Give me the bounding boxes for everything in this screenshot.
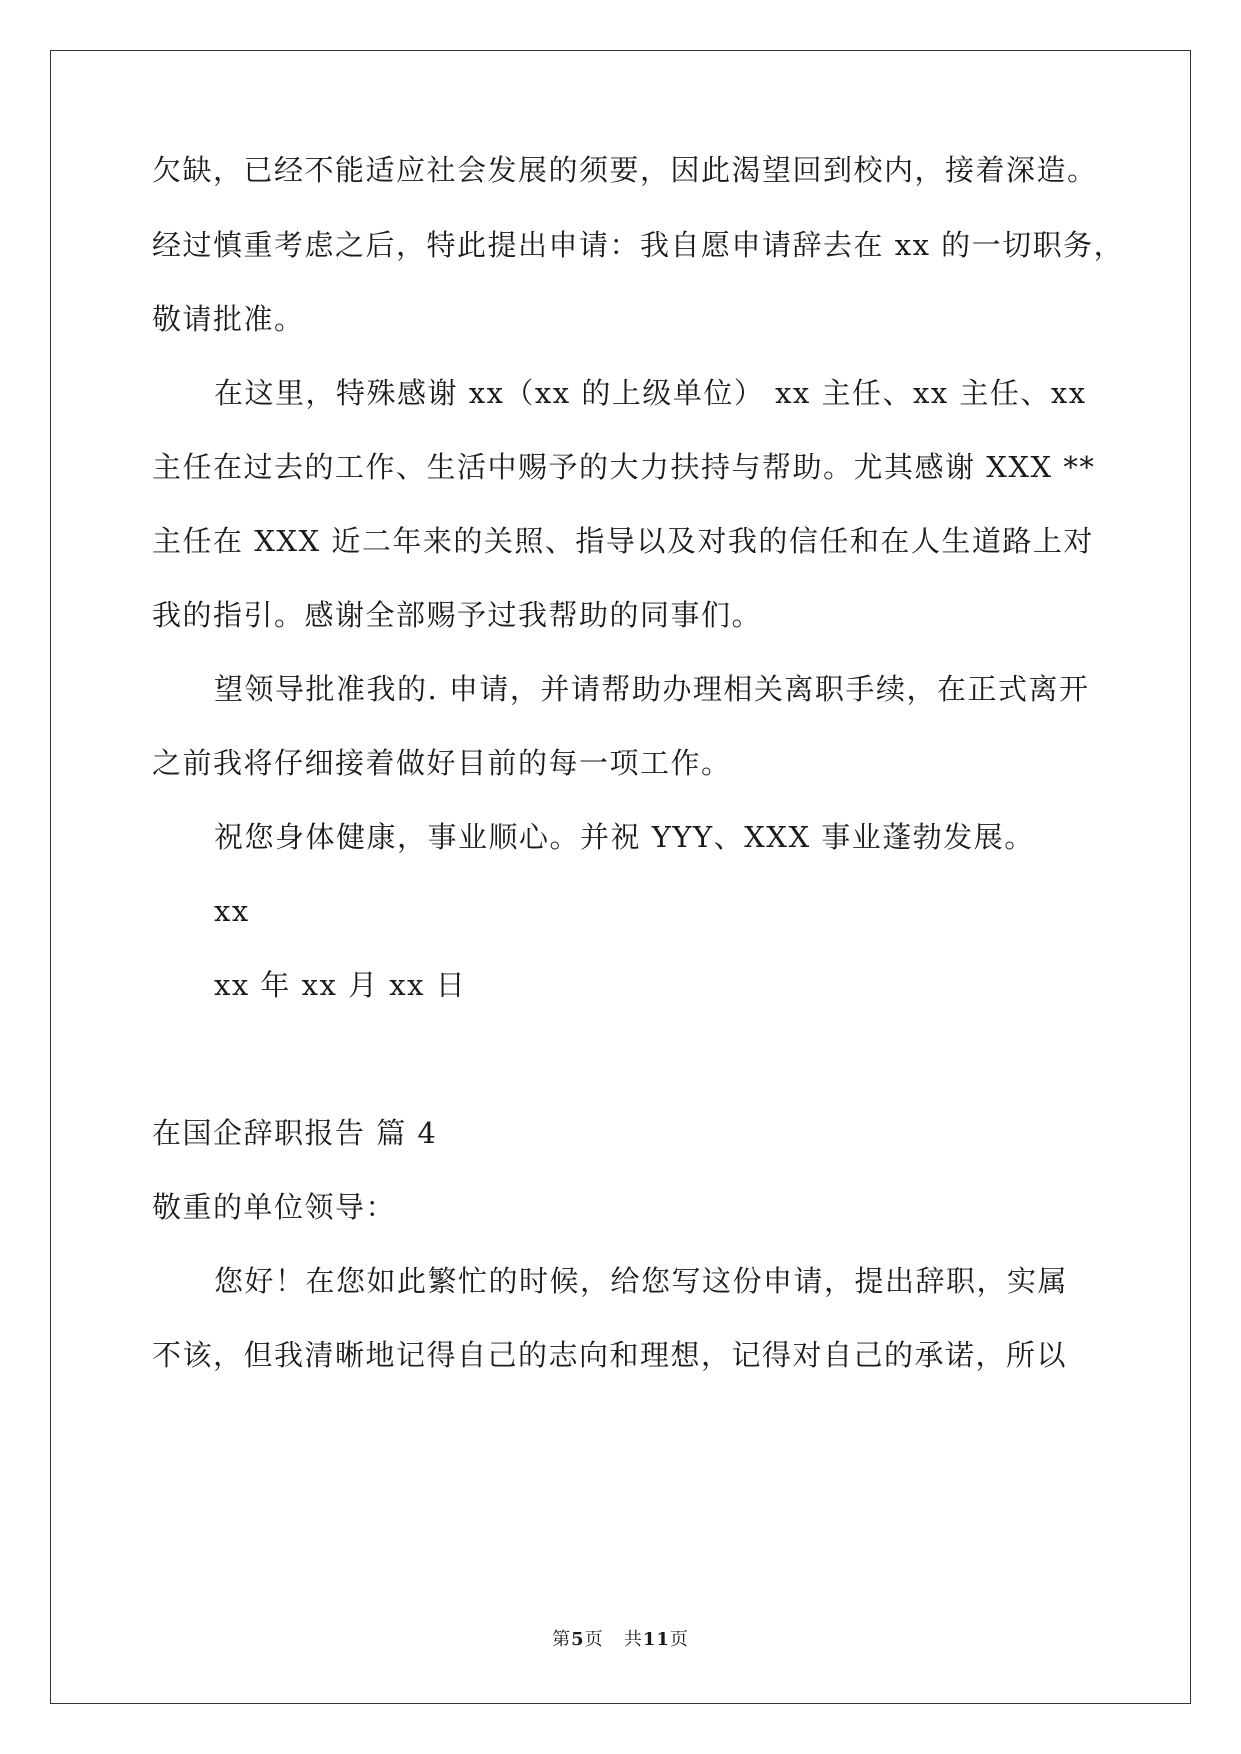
body-line-10: 祝您身体健康，事业顺心。并祝 YYY、XXX 事业蓬勃发展。 (214, 820, 1035, 854)
signature-date: xx 年 xx 月 xx 日 (214, 968, 467, 1002)
footer-page-number: 5 (571, 1629, 585, 1650)
salutation: 敬重的单位领导： (152, 1190, 397, 1224)
section-heading: 在国企辞职报告 篇 4 (152, 1116, 438, 1150)
body-line-6: 主任在 XXX 近二年来的关照、指导以及对我的信任和在人生道路上对 (152, 524, 1094, 558)
body-line-9: 之前我将仔细接着做好目前的每一项工作。 (152, 746, 732, 780)
footer-total-suffix: 页 (669, 1629, 689, 1650)
body-line-2: 经过慎重考虑之后，特此提出申请：我自愿申请辞去在 xx 的一切职务， (152, 228, 1125, 262)
footer-prefix: 第 (552, 1629, 572, 1650)
footer-page-suffix: 页 (584, 1629, 604, 1650)
body-line-5: 主任在过去的工作、生活中赐予的大力扶持与帮助。尤其感谢 XXX ** (152, 450, 1096, 484)
body-line-4: 在这里，特殊感谢 xx（xx 的上级单位） xx 主任、xx 主任、xx (214, 376, 1087, 410)
body-line-12: 不该，但我清晰地记得自己的志向和理想，记得对自己的承诺，所以 (152, 1338, 1068, 1372)
body-line-8: 望领导批准我的. 申请，并请帮助办理相关离职手续，在正式离开 (214, 672, 1090, 706)
signature-name: xx (214, 894, 250, 928)
body-line-1: 欠缺，已经不能适应社会发展的须要，因此渴望回到校内，接着深造。 (152, 153, 1098, 187)
body-line-7: 我的指引。感谢全部赐予过我帮助的同事们。 (152, 598, 763, 632)
footer-total-pages: 11 (642, 1629, 670, 1650)
body-line-11: 您好！在您如此繁忙的时候，给您写这份申请，提出辞职，实属 (214, 1264, 1069, 1298)
body-line-3: 敬请批准。 (152, 302, 305, 336)
footer-total-prefix: 共 (623, 1629, 643, 1650)
page-footer (0, 1628, 1241, 1652)
